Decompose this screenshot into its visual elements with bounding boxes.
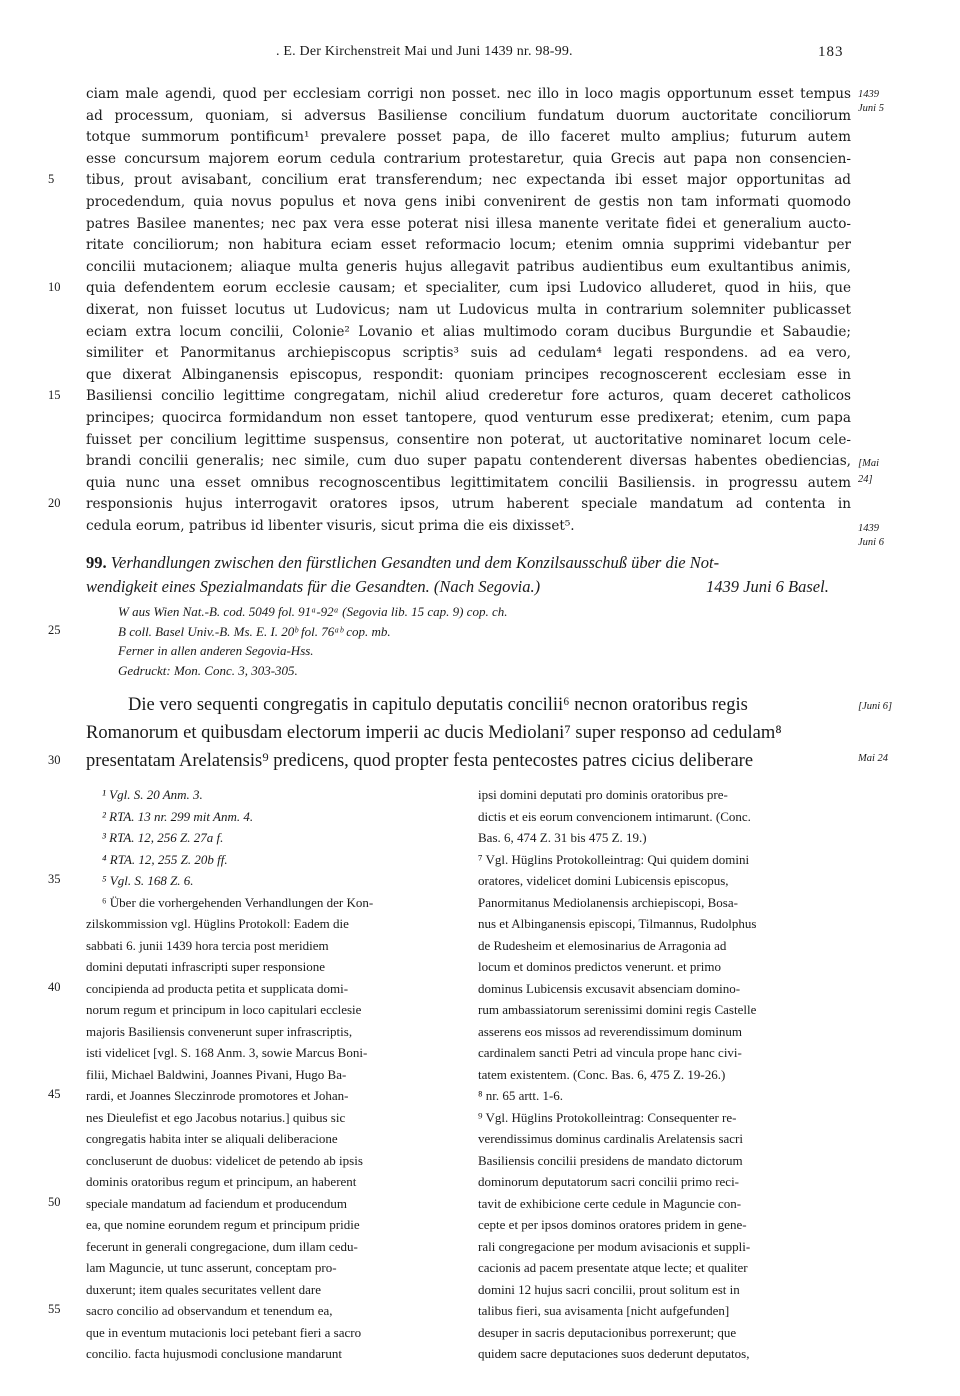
footnote-line: ⁴ RTA. 12, 255 Z. 20b ff. [102,851,228,867]
body-line: ad processum, quoniam, si adversus Basiliense concilium fundatum duorum auctoritate conciliorum [86,107,851,124]
footnote-line: rali congregacione per modum avisacionis et suppli- [478,1238,751,1254]
margin-note: 24] [858,474,873,485]
body-line: patres Basilee manentes; nec pax vera esse poterat nisi illesa manente veritate fidei et generalium aucto- [86,215,851,232]
footnote-line: ⁸ nr. 65 artt. 1-6. [478,1088,564,1103]
line-number: 45 [48,1087,61,1101]
footnote-line: ³ RTA. 12, 256 Z. 27a f. [102,830,224,845]
footnote-line: Basiliensis concilii presidens de mandato dictorum [478,1152,743,1168]
footnote-line: filii, Michael Baldwini, Joannes Pivani, Hugo Ba- [86,1066,347,1082]
footnote-line: que in eventum mutacionis loci petebant fieri a sacro [86,1324,362,1340]
body-line: procedendum, quia novus populus et nova gens inibi convenirent de gestis non tam informati quomodo [86,194,851,210]
margin-note: [Juni 6] [858,701,893,712]
margin-note: Juni 5 [858,103,884,114]
section-text-line: Romanorum et quibusdam electorum imperii ac ducis Mediolani⁷ super responso ad cedulam⁸ [86,723,782,743]
footnote-line: dictis et eis eorum convencionem intimarunt. (Conc. [478,808,751,824]
line-number: 25 [48,622,61,637]
line-number: 50 [48,1194,61,1209]
footnote-line: talibus fieri, sua avisamenta [nicht aufgefunden] [478,1303,730,1318]
body-line: eciam extra locum concilii, Colonie² Lovanio et alias multimodo coram ducibus Burgundie et Sabaudie; [86,323,851,340]
section-heading-line-2 [86,576,851,598]
footnote-line: dominorum deputatorum sacri concilii primo reci- [478,1174,740,1189]
footnote-line: dominis oratoribus regum et principum, an haberent [86,1174,357,1189]
footnote-line: nus et Albinganensis episcopi, Tilmannus, Rudolphus [478,916,757,931]
footnote-line: lam Maguncie, ut tunc asserunt, conceptam pro- [86,1260,337,1275]
footnote-line: concluserunt de duobus: videlicet de petendo ab ipsis [86,1152,363,1168]
footnote-line: cacionis ad pacem presentate atque lecte; et qualiter [478,1260,748,1275]
margin-note: 1439 [858,523,879,534]
body-line: similiter et Panormitanus archiepiscopus scriptis³ suis ad cedulam⁴ legati respondens. ad ea vero, [86,345,851,362]
body-line: principes; quocirca formidandum non esset tantopere, quod venturum esse predixerat; etenim, cum papa [86,410,851,426]
footnote-line: cardinalem sancti Petri ad vincula prope hanc civi- [478,1045,742,1060]
footnote-line: ⁹ Vgl. Hüglins Protokolleintrag: Consequenter re- [478,1109,737,1125]
body-line: responsionis hujus interrogavit oratores ipsos, utrum haberent speciale mandatum ad contenta in [86,496,851,513]
margin-note: Mai 24 [858,753,889,764]
body-line: ritate conciliorum; non habitura eciam esset reformacio locum; etenim omnia supprimi videbantur per [86,237,851,254]
page-number: 183 [818,44,844,60]
body-line: ciam male agendi, quod per ecclesiam corrigi non posset. nec illo in loco magis opportunum esset tempus [86,86,851,102]
running-head [0,44,960,66]
body-line: quia defendentem eorum ecclesie causam; et specialiter, cum ipsi Ludovico alluderet, quod in hiis, que [86,280,851,297]
running-head-title: . E. Der Kirchenstreit Mai und Juni 1439 nr. 98-99. [276,44,573,59]
footnote-line: verendissimus dominus cardinalis Arelatensis sacri [478,1131,744,1146]
footnote-line: tatem existentem. (Conc. Bas. 6, 475 Z. 19-26.) [478,1066,726,1082]
footnote-line: speciale mandatum ad faciendum et producendum [86,1195,347,1211]
footnote-line: domini deputati infrascripti super responsione [86,959,326,974]
source-entry: B coll. Basel Univ.-B. Ms. E. I. 20ᵇ fol. 76ᵃᵇ cop. mb. [118,623,391,639]
body-line: brandi concilii generalis; nec simile, cum duo super papatu contenderent diversas habentes obediencias, [86,453,851,470]
body-line: Basiliensi concilio legittime congregatam, nichil aliud crederetur fore acturos, quam deceret catholicos [86,388,851,405]
footnote-line: zilskommission vgl. Hüglins Protokoll: Eadem die [86,916,349,931]
line-number: 10 [48,280,61,295]
footnote-line: ⁶ Über die vorhergehenden Verhandlungen der Kon- [102,894,374,910]
footnote-line: Bas. 6, 474 Z. 31 bis 475 Z. 19.) [478,830,647,845]
body-line: quia nunc una esset omnibus recognoscentibus legittimitatem concilii Basiliensis. in progressu autem [86,474,851,491]
section-text-line: presentatam Arelatensis⁹ predicens, quod propter festa pentecostes patres cicius deliberare [86,751,754,771]
footnote-line: concipienda ad producta petita et supplicata domi- [86,980,349,996]
line-number: 15 [48,388,61,403]
margin-note: Juni 6 [858,537,884,548]
footnote-line: ea, que nomine eorundem regum et principum pridie [86,1217,360,1232]
section-date: 1439 Juni 6 Basel. [706,577,829,596]
source-entry: W aus Wien Nat.-B. cod. 5049 fol. 91ᵃ-92ᵃ (Segovia lib. 15 cap. 9) cop. ch. [118,604,508,619]
footnote-line: asserens eos missos ad reverendissimum dominum [478,1023,742,1039]
footnote-line: ¹ Vgl. S. 20 Anm. 3. [102,787,203,802]
footnote-line: oratores, videlicet domini Lubicensis episcopus, [478,873,729,888]
line-number: 55 [48,1302,61,1316]
footnote-line: ipsi domini deputati pro dominis oratoribus pre- [478,787,728,802]
footnote-line: rardi, et Joannes Sleczinrode promotores et Johan- [86,1088,349,1103]
footnote-line: locum et dominos predictos venerunt. et primo [478,959,721,974]
line-number: 20 [48,496,61,511]
footnote-line: congregatis habita inter se aliquali deliberacione [86,1131,338,1146]
footnote-line: quidem sacre deputaciones suos dederunt deputatos, [478,1346,750,1361]
body-line: que dixerat Albinganensis episcopus, respondit: quoniam principes recognoscerent ecclesiam esse in [86,366,851,383]
section-title-line-1: Verhandlungen zwischen den fürstlichen Gesandten und dem Konzilsausschuß über die Not- [110,553,720,572]
body-line: dixerat, non fuisset locutus ut Ludovicus; nam ut Ludovicus multa in contrarium solemniter publicasset [86,302,851,318]
line-number: 35 [48,872,61,886]
source-entry: Gedruckt: Mon. Conc. 3, 303-305. [118,662,298,678]
section-number: 99. [86,553,107,572]
footnote-line: ⁵ Vgl. S. 168 Z. 6. [102,873,194,888]
footnote-line: concilio. facta hujusmodi conclusione mandarunt [86,1346,342,1361]
line-number: 30 [48,753,61,767]
footnote-line: desuper in sacris deputacionibus porrexerunt; que [478,1324,737,1340]
body-line: esse concursum majorem eorum cedula contrarium protestaretur, quia Grecis aut papa non consencien- [86,150,851,167]
footnote-line: fecerunt in generali congregacione, dum illam cedu- [86,1238,358,1254]
body-line: cedula eorum, patribus id libenter visuris, sicut prima die eis dixisset⁵. [86,518,575,534]
margin-note: [Mai [858,458,879,469]
source-entry: Ferner in allen anderen Segovia-Hss. [118,643,314,658]
footnote-line: de Rudesheim et elemosinarius de Arragonia ad [478,937,727,953]
footnote-line: isti videlicet [vgl. S. 168 Anm. 3, sowie Marcus Boni- [86,1045,368,1060]
footnote-line: ⁷ Vgl. Hüglins Protokolleintrag: Qui quidem domini [478,851,750,867]
footnote-line: cepte et per ipsos dominos oratores pridem in gene- [478,1217,747,1232]
margin-note: 1439 [858,89,879,100]
body-line: fuisset per concilium legittime suspensus, consentire non poterat, ut auctoritative nominaret locum cele- [86,431,851,448]
footnote-line: duxerunt; item quales securitates vellent dare [86,1281,321,1297]
footnote-line: dominus Lubicensis excusavit absenciam domino- [478,980,741,996]
footnote-line: Panormitanus Mediolanensis archiepiscopi, Bosa- [478,894,738,910]
footnote-line: sacro concilio ad observandum et tenendum ea, [86,1303,333,1318]
body-line: totque summorum pontificum¹ prevalere posset papa, de illo faceret multo amplius; futurum autem [86,129,851,146]
line-number: 40 [48,979,61,994]
section-heading-line-1 [86,552,851,574]
footnote-line: domini 12 hujus sacri concilii, prout solitum est in [478,1281,740,1297]
section-title-line-2: wendigkeit eines Spezialmandats für die Gesandten. (Nach Segovia.) [86,577,541,596]
footnote-line: rum ambassiatorum serenissimi domini regis Castelle [478,1002,757,1017]
footnote-line: ² RTA. 13 nr. 299 mit Anm. 4. [102,808,254,824]
section-text-line: Die vero sequenti congregatis in capitulo deputatis concilii⁶ necnon oratoribus regis [128,695,748,715]
footnote-line: majoris Basiliensis convenerunt super infrascriptis, [86,1023,353,1039]
line-number: 5 [48,172,55,187]
footnote-line: norum regum et principum in loco capitulari ecclesie [86,1002,362,1017]
footnote-line: sabbati 6. junii 1439 hora tercia post meridiem [86,937,329,953]
footnote-line: nes Dieulefist et ego Jacobus notarius.] quibus sic [86,1109,346,1125]
body-line: tibus, prout avisabant, concilium erat transferendum; nec expectanda ibi esset major opportunitas ad [86,172,851,189]
body-line: concilii mutacionem; aliaque multa generis hujus allegavit patribus audientibus eum exultantibus animis, [86,258,851,275]
footnote-line: tavit de exhibicione certe cedule in Maguncie con- [478,1195,742,1211]
